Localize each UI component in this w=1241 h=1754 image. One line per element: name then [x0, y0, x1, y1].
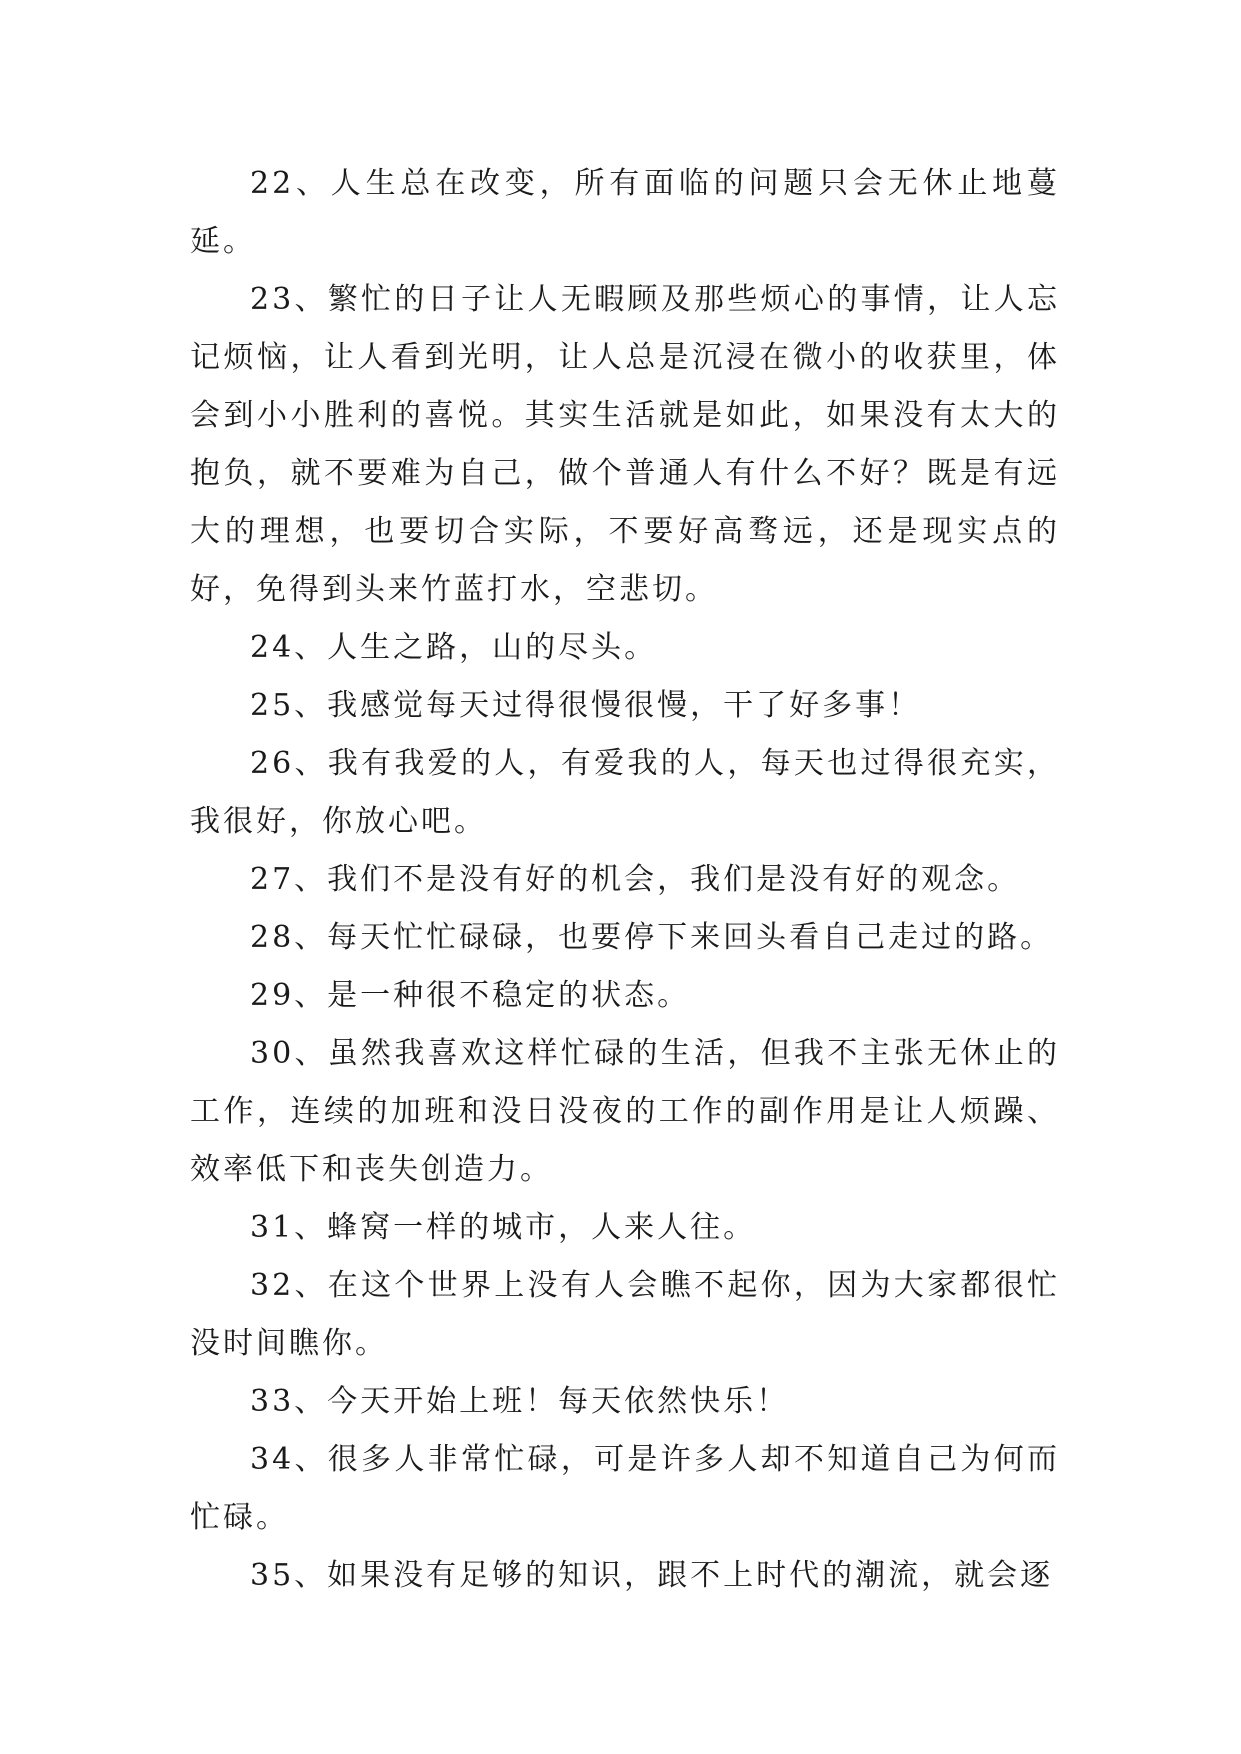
paragraph-34: 34、很多人非常忙碌，可是许多人却不知道自己为何而忙碌。 — [190, 1442, 1060, 1535]
paragraph-35: 35、如果没有足够的知识，跟不上时代的潮流，就会逐 — [250, 1558, 1054, 1593]
paragraph-22: 22、人生总在改变，所有面临的问题只会无休止地蔓延。 — [190, 166, 1060, 259]
paragraph-31: 31、蜂窝一样的城市，人来人往。 — [250, 1210, 757, 1245]
paragraph-30: 30、虽然我喜欢这样忙碌的生活，但我不主张无休止的工作，连续的加班和没日没夜的工作的副作用是让人烦躁、效率低下和丧失创造力。 — [190, 1036, 1060, 1187]
paragraph-28: 28、每天忙忙碌碌，也要停下来回头看自己走过的路。 — [250, 920, 1054, 955]
paragraph-24: 24、人生之路，山的尽头。 — [250, 630, 658, 665]
document-page — [190, 155, 1060, 1605]
paragraph-26: 26、我有我爱的人，有爱我的人，每天也过得很充实，我很好，你放心吧。 — [190, 746, 1060, 839]
paragraph-27: 27、我们不是没有好的机会，我们是没有好的观念。 — [250, 862, 1021, 897]
paragraph-23: 23、繁忙的日子让人无暇顾及那些烦心的事情，让人忘记烦恼，让人看到光明，让人总是沉浸在微小的收获里，体会到小小胜利的喜悦。其实生活就是如此，如果没有太大的抱负，就不要难为自己，做个普通人有什么不好？既是有远大的理想，也要切合实际，不要好高骛远，还是现实点的好，免得到头来竹蓝打水，空悲切。 — [190, 282, 1060, 607]
paragraph-25: 25、我感觉每天过得很慢很慢，干了好多事！ — [250, 688, 922, 723]
paragraph-29: 29、是一种很不稳定的状态。 — [250, 978, 691, 1013]
paragraph-33: 33、今天开始上班！每天依然快乐！ — [250, 1384, 790, 1419]
paragraph-32: 32、在这个世界上没有人会瞧不起你，因为大家都很忙没时间瞧你。 — [190, 1268, 1060, 1361]
